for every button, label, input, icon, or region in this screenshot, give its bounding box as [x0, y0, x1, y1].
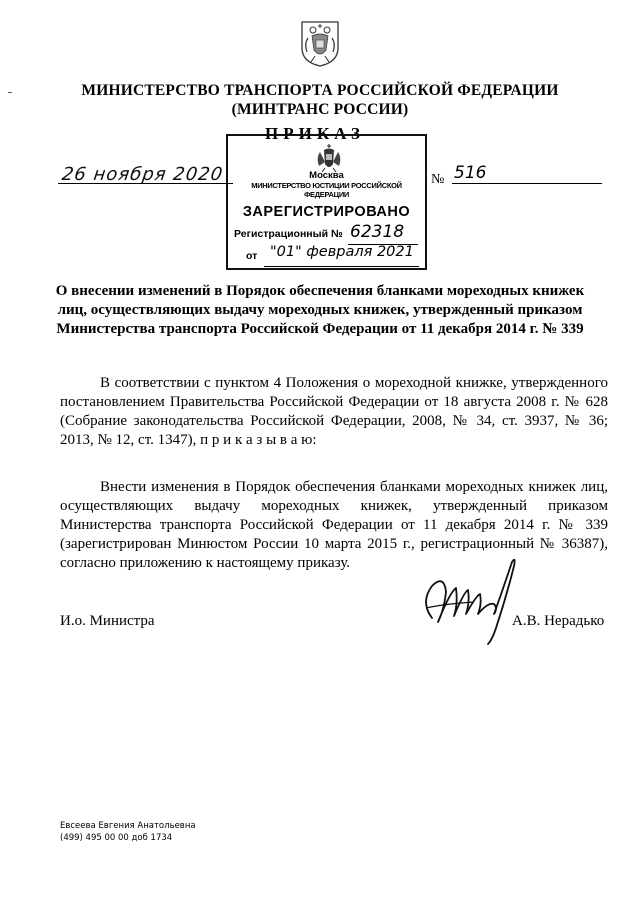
- subject-line: лиц, осуществляющих выдачу мореходных книжек, утвержденный приказом: [57, 302, 583, 318]
- order-date: 26 ноября 2020: [60, 164, 225, 185]
- stamp-reg-number: 62318: [350, 222, 405, 242]
- order-subject: [0, 282, 640, 339]
- contact-name: Евсеева Евгения Анатольевна: [60, 821, 196, 831]
- paragraph-line: (Собрание законодательства Российской Федерации, 2008, № 34, ст. 3937, № 36;: [60, 413, 608, 429]
- handwritten-signature: [414, 552, 529, 647]
- number-label: №: [431, 172, 445, 187]
- order-number: 516: [454, 163, 487, 183]
- document-type: ПРИКАЗ: [265, 124, 365, 143]
- stamp-status: ЗАРЕГИСТРИРОВАНО: [242, 204, 411, 220]
- contact-phone: (499) 495 00 00 доб 1734: [60, 833, 173, 843]
- registration-stamp: [226, 134, 427, 270]
- preamble-paragraph: [60, 374, 608, 450]
- paragraph-line: Внести изменения в Порядок обеспечения бланками мореходных книжек лиц,: [100, 479, 608, 495]
- paragraph-line: В соответствии с пунктом 4 Положения о мореходной книжке, утвержденного: [100, 375, 608, 391]
- paragraph-line: (зарегистрирован Минюстом России 10 марта 2015 г., регистрационный № 36387),: [60, 536, 608, 552]
- paragraph-line: 2013, № 12, ст. 1347), п р и к а з ы в а ю:: [60, 432, 317, 448]
- signer-title: И.о. Министра: [60, 613, 155, 629]
- paragraph-line: согласно приложению к настоящему приказу.: [60, 555, 351, 571]
- ministry-short-name: (МИНТРАНС РОССИИ): [231, 101, 409, 118]
- stamp-date: "01" февраля 2021: [270, 244, 414, 260]
- date-underline: [58, 183, 233, 184]
- number-underline: [452, 183, 602, 184]
- paragraph-line: Министерства транспорта Российской Федерации от 11 декабря 2014 г. № 339: [60, 517, 608, 533]
- paragraph-line: осуществляющих выдачу мореходных книжек, утвержденный приказом: [60, 498, 608, 514]
- ministry-name: МИНИСТЕРСТВО ТРАНСПОРТА РОССИЙСКОЙ ФЕДЕРАЦИИ: [81, 82, 559, 99]
- subject-line: О внесении изменений в Порядок обеспечения бланками мореходных книжек: [55, 283, 585, 299]
- stamp-reg-label: Регистрационный №: [234, 228, 343, 240]
- subject-line: Министерства транспорта Российской Федерации от 11 декабря 2014 г. № 339: [56, 321, 584, 337]
- coat-of-arms-icon: [298, 18, 342, 68]
- stamp-date-underline: [264, 266, 419, 267]
- signer-name: А.В. Нерадько: [512, 613, 605, 629]
- stamp-date-label: от: [246, 250, 258, 262]
- stamp-city: Москва: [309, 170, 344, 181]
- paragraph-line: постановлением Правительства Российской Федерации от 18 августа 2008 г. № 628: [60, 394, 608, 410]
- stamp-ministry: МИНИСТЕРСТВО ЮСТИЦИИ РОССИЙСКОЙ ФЕДЕРАЦИИ: [251, 181, 402, 199]
